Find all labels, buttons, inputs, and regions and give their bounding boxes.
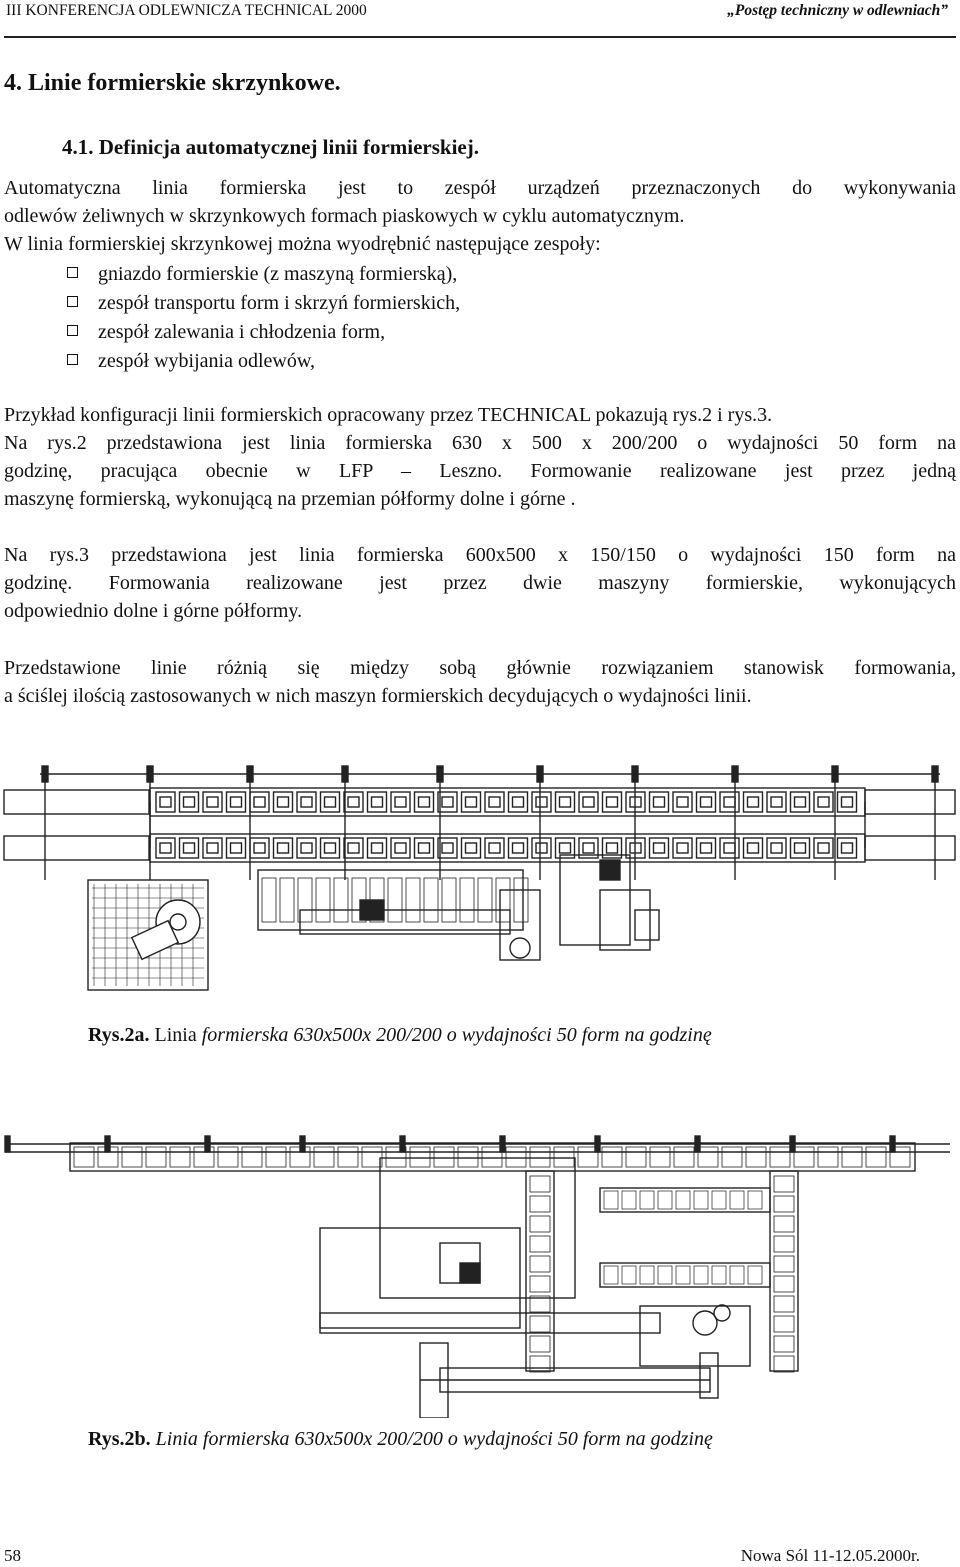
subsection-heading: 4.1. Definicja automatycznej linii formierskiej. — [62, 135, 479, 159]
intro-line-1: Automatyczna linia formierska jest to zespół urządzeń przeznaczonych do wykonywania — [4, 177, 956, 199]
intro-line-2: odlewów żeliwnych w skrzynkowych formach piaskowych w cyklu automatycznym. — [4, 205, 685, 227]
para4-line-1: Przedstawione linie różnią się między sobą głównie rozwiązaniem stanowisk formowania, — [4, 657, 956, 679]
checkbox-bullet-icon — [66, 267, 80, 281]
checkbox-bullet-icon — [66, 296, 80, 310]
checkbox-bullet-icon — [66, 325, 80, 339]
molding-line-layout-drawing-a — [0, 760, 960, 1000]
figure-caption-a — [88, 1024, 712, 1047]
figure-caption-a-italic: formierska 630x500x 200/200 o wydajności 50 form na godzinę — [201, 1024, 712, 1046]
para4-line-2: a ściślej ilością zastosowanych w nich maszyn formierskich decydujących o wydajności linii. — [4, 685, 752, 707]
para3-line-1: Na rys.3 przedstawiona jest linia formierska 600x500 x 150/150 o wydajności 150 form na — [4, 544, 956, 566]
bullet-item: gniazdo formierskie (z maszyną formierską), — [98, 263, 458, 285]
checkbox-bullet-icon — [66, 354, 80, 368]
para3-line-2: godzinę. Formowania realizowane jest przez dwie maszyny formierskie, wykonujących — [4, 572, 956, 594]
running-header-subtitle: „Postęp techniczny w odlewniach” — [727, 2, 948, 19]
molding-line-layout-drawing-b — [0, 1128, 960, 1418]
figure-label-a: Rys.2a. — [88, 1024, 150, 1046]
footer-place-date: Nowa Sól 11-12.05.2000r. — [740, 1546, 920, 1565]
para2-line-1: Przykład konfiguracji linii formierskich opracowany przez TECHNICAL pokazują rys.2 i rys.3. — [4, 404, 773, 426]
para2-line-2: Na rys.2 przedstawiona jest linia formierska 630 x 500 x 200/200 o wydajności 50 form na — [4, 432, 956, 454]
bullet-item: zespół wybijania odlewów, — [98, 350, 315, 372]
figure-label-b: Rys.2b. — [88, 1428, 151, 1450]
para2-line-4: maszynę formierską, wykonującą na przemian półformy dolne i górne . — [4, 488, 576, 510]
running-header-title: III KONFERENCJA ODLEWNICZA TECHNICAL 2000 — [6, 2, 367, 19]
figure-caption-b-italic: Linia formierska 630x500x 200/200 o wydajności 50 form na godzinę — [150, 1428, 713, 1450]
bullet-item: zespół transportu form i skrzyń formierskich, — [98, 292, 461, 314]
para3-line-3: odpowiednio dolne i górne półformy. — [4, 600, 303, 622]
page-number: 58 — [4, 1546, 21, 1565]
figure-caption-a-text: Linia — [149, 1024, 202, 1046]
intro-line-3: W linia formierskiej skrzynkowej można wyodrębnić następujące zespoły: — [4, 233, 601, 255]
header-rule — [4, 36, 956, 38]
para2-line-3: godzinę, pracująca obecnie w LFP – Leszno. Formowanie realizowane jest przez jedną — [4, 460, 956, 482]
figure-caption-b — [88, 1428, 713, 1451]
bullet-item: zespół zalewania i chłodzenia form, — [98, 321, 386, 343]
section-heading: 4. Linie formierskie skrzynkowe. — [4, 70, 341, 96]
